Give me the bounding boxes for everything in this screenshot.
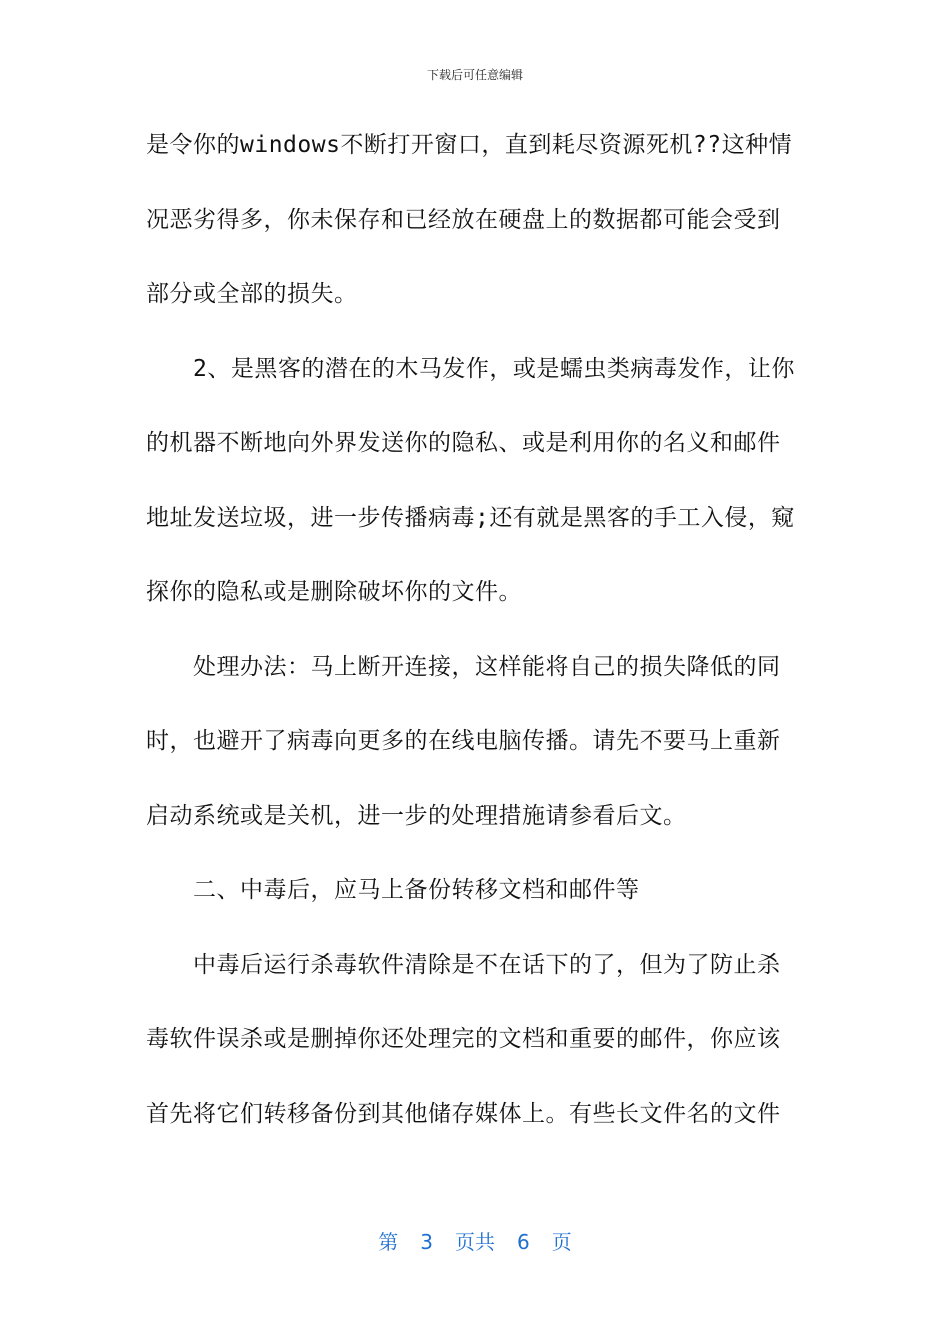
page-current: 3 [420, 1230, 433, 1254]
text-line: 首先将它们转移备份到其他储存媒体上。有些长文件名的文件 [146, 1100, 781, 1127]
text-line: 中毒后运行杀毒软件清除是不在话下的了，但为了防止杀 [193, 951, 781, 978]
paragraph-2 [146, 332, 806, 630]
text-line: 是令你的windows不断打开窗口，直到耗尽资源死机??这种情 [146, 132, 793, 158]
paragraph-5 [146, 928, 806, 1152]
paragraph-3 [146, 630, 806, 854]
text-line: 部分或全部的损失。 [146, 281, 358, 307]
page-label-suffix: 页 [551, 1230, 572, 1254]
text-line: 毒软件误杀或是删掉你还处理完的文档和重要的邮件，你应该 [146, 1026, 781, 1052]
paragraph-1 [146, 108, 806, 332]
text-line: 启动系统或是关机，进一步的处理措施请参看后文。 [146, 802, 687, 829]
text-line: 时，也避开了病毒向更多的在线电脑传播。请先不要马上重新 [146, 728, 781, 754]
text-line: 况恶劣得多，你未保存和已经放在硬盘上的数据都可能会受到 [146, 206, 781, 233]
text-line: 的机器不断地向外界发送你的隐私、或是利用你的名义和邮件 [146, 430, 781, 456]
text-line: 2、是黑客的潜在的木马发作，或是蠕虫类病毒发作，让你 [193, 355, 795, 382]
text-line: 二、中毒后，应马上备份转移文档和邮件等 [193, 877, 640, 903]
page-number-footer [0, 1226, 950, 1255]
page-total: 6 [517, 1230, 530, 1254]
document-body [146, 108, 806, 1151]
page-header-note: 下载后可任意编辑 [426, 68, 523, 82]
page-label-mid: 页共 [455, 1230, 495, 1254]
section-heading [146, 853, 806, 928]
text-line: 处理办法：马上断开连接，这样能将自己的损失降低的同 [193, 653, 781, 680]
page-label-prefix: 第 [378, 1230, 399, 1254]
text-line: 探你的隐私或是删除破坏你的文件。 [146, 579, 522, 605]
text-line: 地址发送垃圾，进一步传播病毒;还有就是黑客的手工入侵，窥 [146, 504, 795, 531]
